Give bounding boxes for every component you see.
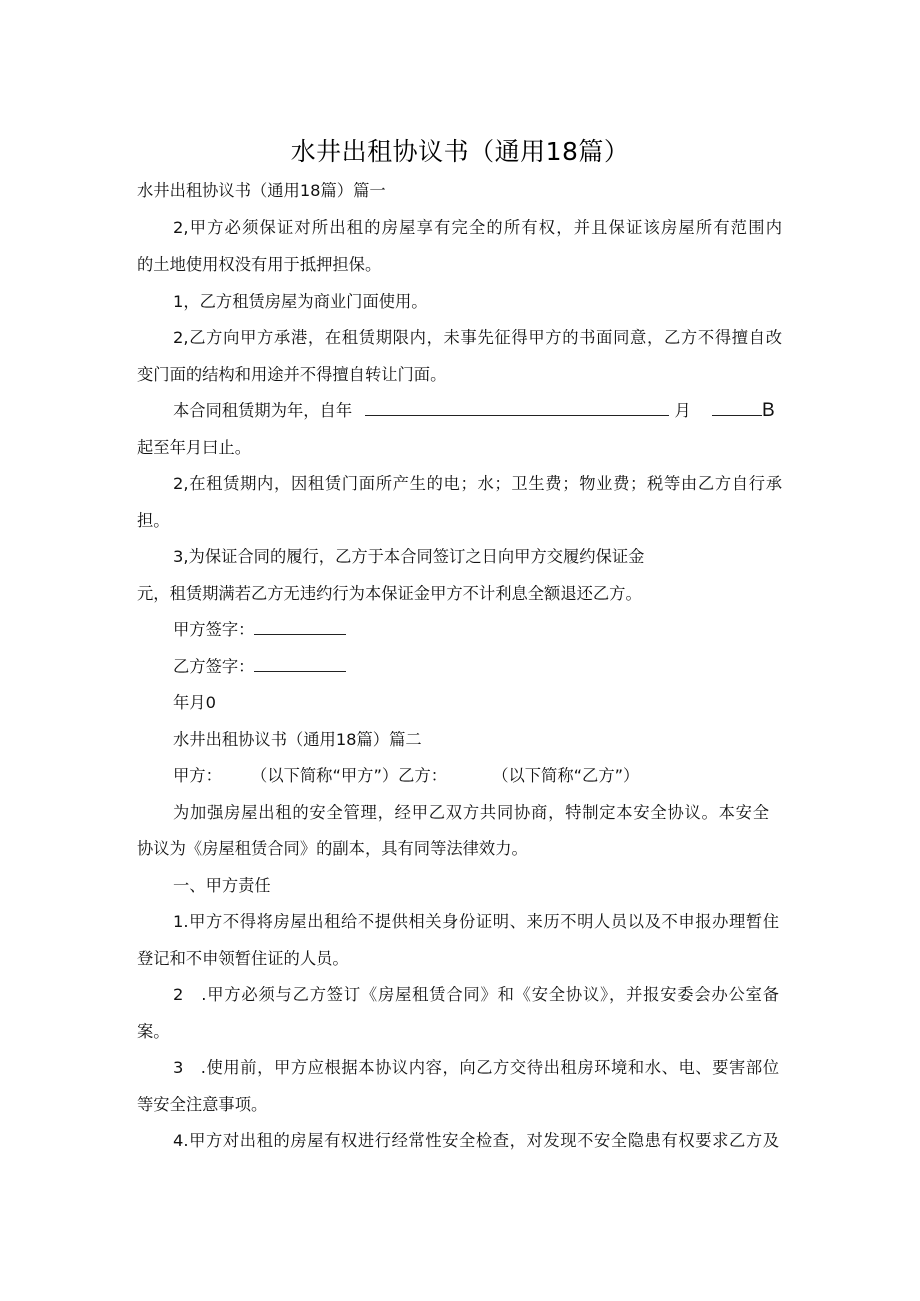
party-a-label: 甲方：	[173, 766, 222, 785]
party-a-note: （以下简称“甲方”）乙方：	[251, 766, 448, 785]
party-b-note: （以下简称“乙方”）	[492, 766, 640, 785]
date-line: 年月0	[173, 693, 216, 712]
lease-term-day: B	[761, 400, 775, 421]
parties-line	[173, 766, 639, 786]
paragraph-line: 变门面的结构和用途并不得擅自转让门面。	[137, 365, 447, 384]
signature-a-line	[173, 620, 346, 640]
paragraph-line: 案。	[137, 1022, 170, 1041]
paragraph-line: 3 .使用前，甲方应根据本协议内容，向乙方交待出租房环境和水、电、要害部位	[173, 1058, 779, 1077]
paragraph-line: 担。	[137, 511, 170, 530]
signature-b-field	[254, 657, 346, 672]
document-title: 水井出租协议书（通用18篇）	[290, 137, 630, 166]
lease-term-text: 本合同租赁期为年，自年	[173, 401, 353, 420]
paragraph-line: 3,为保证合同的履行，乙方于本合同签订之日向甲方交履约保证金	[173, 547, 645, 566]
paragraph-line: 等安全注意事项。	[137, 1095, 268, 1114]
section-heading: 水井出租协议书（通用18篇）篇二	[173, 730, 422, 749]
lease-term-line	[173, 401, 775, 421]
paragraph-line: 元，租赁期满若乙方无违约行为本保证金甲方不计利息全额退还乙方。	[137, 584, 642, 603]
paragraph-line: 起至年月曰止。	[137, 438, 251, 457]
paragraph-line: 2,乙方向甲方承港，在租赁期限内，未事先征得甲方的书面同意，乙方不得擅自改	[173, 328, 782, 347]
signature-a-field	[254, 620, 346, 635]
paragraph-line: 2,在租赁期内，因租赁门面所产生的电；水；卫生费；物业费；税等由乙方自行承	[173, 474, 782, 493]
paragraph-line: 2,甲方必须保证对所出租的房屋享有完全的所有权，并且保证该房屋所有范围内	[173, 218, 782, 237]
part-heading: 一、甲方责任	[173, 876, 271, 895]
blank-field	[365, 401, 669, 416]
signature-b-label: 乙方签字：	[173, 657, 255, 676]
paragraph-line: 2 .甲方必须与乙方签订《房屋租赁合同》和《安全协议》，并报安委会办公室备	[173, 985, 779, 1004]
signature-b-line	[173, 657, 346, 677]
paragraph-line: 的土地使用权没有用于抵押担保。	[137, 255, 382, 274]
paragraph-line: 协议为《房屋租赁合同》的副本，具有同等法律效力。	[137, 839, 528, 858]
paragraph-line: 登记和不申领暂住证的人员。	[137, 949, 349, 968]
paragraph-line: 4.甲方对出租的房屋有权进行经常性安全检查，对发现不安全隐患有权要求乙方及	[173, 1131, 779, 1150]
paragraph-line: 1，乙方租赁房屋为商业门面使用。	[173, 292, 428, 311]
blank-field	[712, 401, 762, 416]
lease-term-month: 月	[674, 401, 691, 420]
section-heading: 水井出租协议书（通用18篇）篇一	[137, 181, 386, 200]
signature-a-label: 甲方签字：	[173, 620, 255, 639]
paragraph-line: 1.甲方不得将房屋出租给不提供相关身份证明、来历不明人员以及不申报办理暂住	[173, 912, 779, 931]
paragraph-line: 为加强房屋出租的安全管理，经甲乙双方共同协商，特制定本安全协议。本安全	[173, 803, 769, 822]
